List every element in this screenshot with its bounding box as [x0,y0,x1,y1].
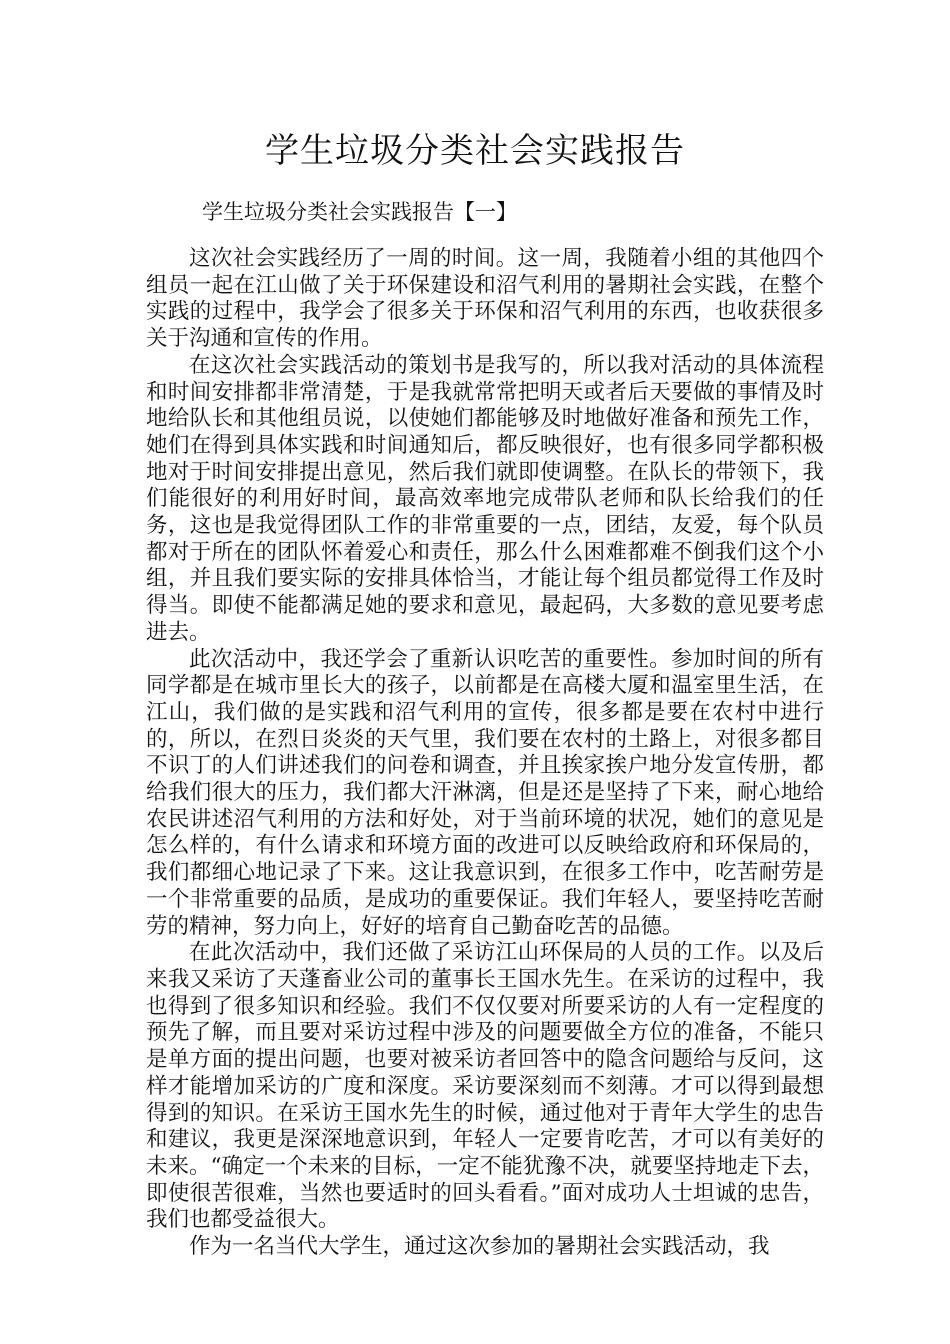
document-title: 学生垃圾分类社会实践报告 [265,131,685,171]
paragraph-4: 在此次活动中，我们还做了采访江山环保局的人员的工作。以及后来我又采访了天蓬畜业公司的董事长王国水先生。在采访的过程中，我也得到了很多知识和经验。我们不仅仅要对所要采访的人有一定程度的预先了解，而且要对采访过程中涉及的问题要做全方位的准备，不能只是单方面的提出问题，也要对被采访者回答中的隐含问题给与反问，这样才能增加采访的广度和深度。采访要深刻而不刻薄。才可以得到最想得到的知识。在采访王国水先生的时候，通过他对于青年大学生的忠告和建议，我更是深深地意识到，年轻人一定要肯吃苦，才可以有美好的未来。“确定一个未来的目标，一定不能犹豫不决，就要坚持地走下去，即使很苦很难，当然也要适时的回头看看。”面对成功人士坦诚的忠告，我们也都受益很大。 [146,940,824,1233]
paragraph-1: 这次社会实践经历了一周的时间。这一周，我随着小组的其他四个组员一起在江山做了关于环保建设和沼气利用的暑期社会实践，在整个实践的过程中，我学会了很多关于环保和沼气利用的东西，也收获很多关于沟通和宣传的作用。 [146,246,824,352]
paragraph-3: 此次活动中，我还学会了重新认识吃苦的重要性。参加时间的所有同学都是在城市里长大的孩子，以前都是在高楼大厦和温室里生活，在江山，我们做的是实践和沼气利用的宣传，很多都是要在农村中进行的，所以，在烈日炎炎的天气里，我们要在农村的土路上，对很多都目不识丁的人们讲述我们的问卷和调查，并且挨家挨户地分发宣传册，都给我们很大的压力，我们都大汗淋漓，但是还是坚持了下来，耐心地给农民讲述沼气利用的方法和好处，对于当前环境的状况，她们的意见是怎么样的，有什么请求和环境方面的改进可以反映给政府和环保局的，我们都细心地记录了下来。这让我意识到，在很多工作中，吃苦耐劳是一个非常重要的品质，是成功的重要保证。我们年轻人，要坚持吃苦耐劳的精神，努力向上，好好的培育自己勤奋吃苦的品德。 [146,646,824,939]
document-body [146,246,824,1261]
paragraph-2: 在这次社会实践活动的策划书是我写的，所以我对活动的具体流程和时间安排都非常清楚，于是我就常常把明天或者后天要做的事情及时地给队长和其他组员说，以使她们都能够及时地做好准备和预先工作，她们在得到具体实践和时间通知后，都反映很好，也有很多同学都积极地对于时间安排提出意见，然后我们就即使调整。在队长的带领下，我们能很好的利用好时间，最高效率地完成带队老师和队长给我们的任务，这也是我觉得团队工作的非常重要的一点，团结，友爱，每个队员都对于所在的团队怀着爱心和责任，那么什么困难都难不倒我们这个小组，并且我们要实际的安排具体恰当，才能让每个组员都觉得工作及时得当。即使不能都满足她的要求和意见，最起码，大多数的意见要考虑进去。 [146,352,824,645]
section-heading: 学生垃圾分类社会实践报告【一】 [202,200,517,224]
paragraph-5: 作为一名当代大学生，通过这次参加的暑期社会实践活动，我 [189,1234,770,1260]
